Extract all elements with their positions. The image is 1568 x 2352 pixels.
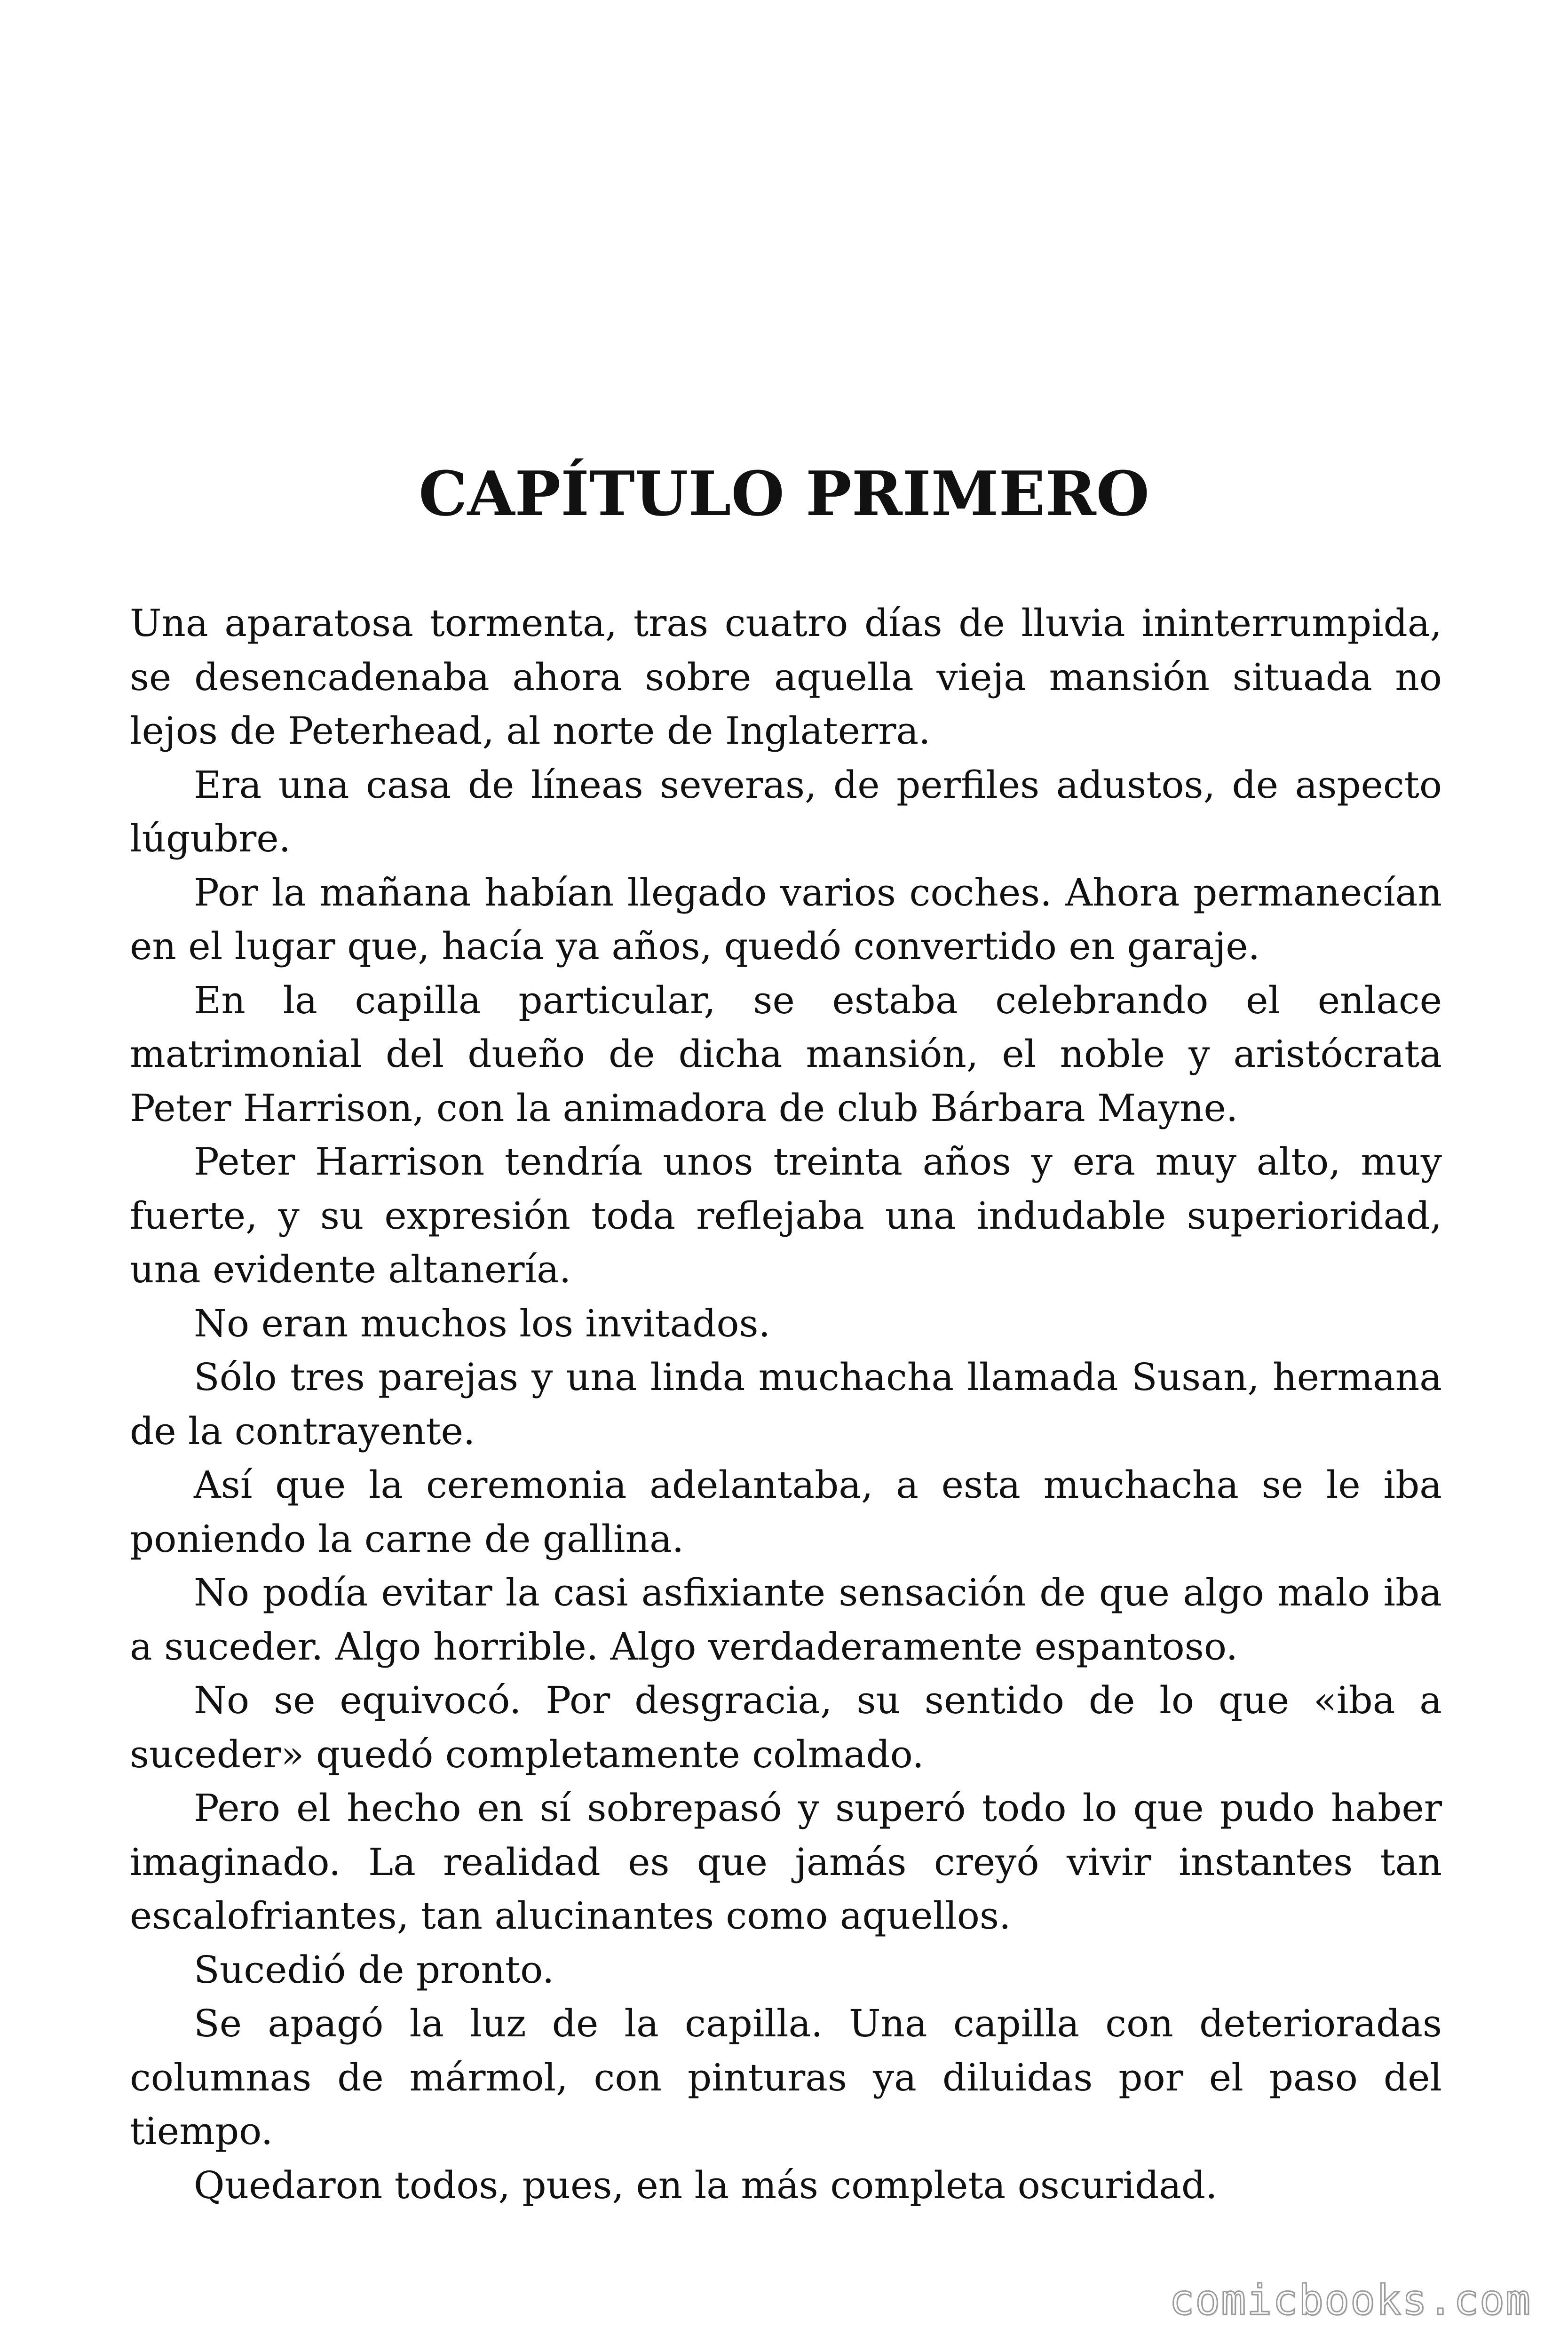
paragraph: Pero el hecho en sí sobrepasó y superó todo lo que pudo haber imaginado. La realidad es que jamás creyó vivir instantes tan escalofriantes, tan alucinantes como aquellos.: [130, 1786, 1442, 1938]
paragraph: Así que la ceremonia adelantaba, a esta muchacha se le iba poniendo la carne de gallina.: [130, 1463, 1442, 1561]
watermark: comicbooks.com: [1169, 2276, 1531, 2324]
paragraph: Sólo tres parejas y una linda muchacha llamada Susan, hermana de la contrayente.: [130, 1355, 1442, 1453]
chapter-title: CAPÍTULO PRIMERO: [419, 458, 1149, 530]
paragraph: Se apagó la luz de la capilla. Una capilla con deterioradas columnas de mármol, con pinturas ya diluidas por el paso del tiempo.: [130, 2002, 1442, 2153]
paragraph: No podía evitar la casi asfixiante sensación de que algo malo iba a suceder. Algo horrible. Algo verdaderamente espantoso.: [130, 1571, 1442, 1669]
paragraph: No eran muchos los invitados.: [194, 1301, 771, 1345]
chapter-body: [130, 596, 1442, 2212]
paragraph: En la capilla particular, se estaba celebrando el enlace matrimonial del dueño de dicha mansión, el noble y aristócrata Peter Harrison, con la animadora de club Bárbara Mayne.: [130, 978, 1442, 1130]
paragraph: Era una casa de líneas severas, de perfiles adustos, de aspecto lúgubre.: [130, 763, 1442, 860]
paragraph: Por la mañana habían llegado varios coches. Ahora permanecían en el lugar que, hacía ya años, quedó convertido en garaje.: [130, 870, 1442, 968]
paragraph: Peter Harrison tendría unos treinta años y era muy alto, muy fuerte, y su expresión toda reflejaba una indudable superioridad, una evidente altanería.: [130, 1140, 1442, 1291]
paragraph: Una aparatosa tormenta, tras cuatro días de lluvia ininterrumpida, se desencadenaba ahora sobre aquella vieja mansión situada no lejos de Peterhead, al norte de Inglaterra.: [130, 601, 1442, 753]
paragraph: No se equivocó. Por desgracia, su sentido de lo que «iba a suceder» quedó completamente colmado.: [130, 1678, 1442, 1776]
paragraph: Quedaron todos, pues, en la más completa oscuridad.: [194, 2163, 1218, 2207]
paragraph: Sucedió de pronto.: [194, 1947, 554, 1992]
